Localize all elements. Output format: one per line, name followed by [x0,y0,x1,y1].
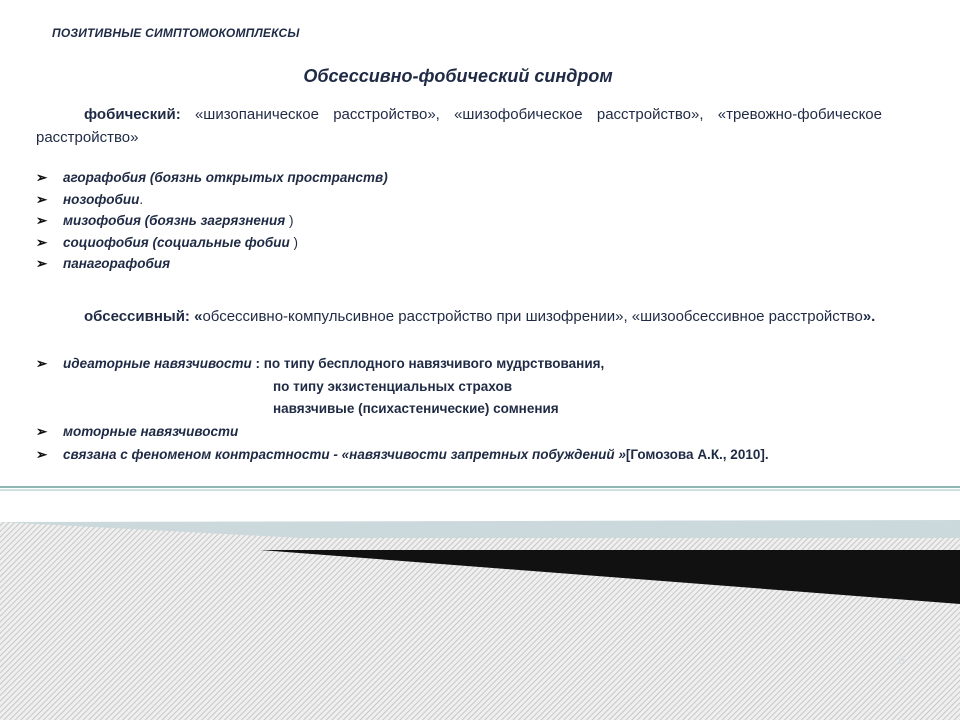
obsessive-paragraph [36,305,882,328]
page-number: 9 [898,653,905,667]
list-item [36,353,604,375]
arrow-bullet-icon: ➢ [36,356,48,371]
slide-heading [0,66,960,87]
list-item-text: мизофобия (боязнь загрязнения [63,213,289,228]
list-item-tail: . [139,191,144,207]
arrow-bullet-icon: ➢ [36,234,48,250]
list-item-text: моторные навязчивости [63,424,239,439]
continuation-line: навязчивые (психастенические) сомнения [273,401,559,416]
continuation-line: по типу экзистенциальных страхов [273,379,512,394]
phobic-paragraph [36,103,882,149]
list-item [36,421,769,443]
arrow-bullet-icon: ➢ [36,191,48,207]
list-item [36,444,769,466]
phobic-list [36,167,388,275]
list-item [36,210,388,232]
list-item [36,232,388,254]
decorative-footer [0,480,960,720]
arrow-bullet-icon: ➢ [36,424,48,439]
obsessive-end: ». [862,308,876,325]
phobic-lead: фобический: [84,106,181,123]
arrow-bullet-icon: ➢ [36,213,48,228]
slide-heading-text: Обсессивно-фобический синдром [303,66,613,86]
list-item-text: : по типу бесплодного навязчивого мудрствования, [255,356,605,371]
obsessive-list-2 [36,421,769,465]
list-item-tail: ) [289,213,294,228]
list-item-text: панагорафобия [63,256,171,271]
section-title: ПОЗИТИВНЫЕ СИМПТОМОКОМПЛЕКСЫ [52,26,300,40]
obsessive-text: обсессивно-компульсивное расстройство при шизофрении», «шизообсессивное расстройство [202,308,863,325]
list-item-label: идеаторные навязчивости [63,356,256,371]
list-item-text: связана с феноменом контрастности - «навязчивости запретных побуждений » [63,446,626,462]
list-item [36,167,388,189]
obsessive-lead: обсессивный: « [84,308,203,325]
obsessive-list [36,353,604,375]
list-item-text: агорафобия (боязнь открытых пространств) [63,170,388,185]
arrow-bullet-icon: ➢ [36,446,48,462]
list-item [36,253,388,275]
list-item-reference: [Гомозова А.К., 2010]. [625,446,769,462]
arrow-bullet-icon: ➢ [36,170,48,185]
list-item-tail: ) [293,234,299,250]
list-item-text: нозофобии [63,191,140,207]
list-item-text: социофобия (социальные фобии [63,234,294,250]
list-item [36,189,388,211]
phobic-text: «шизопаническое расстройство», «шизофобическое расстройство», «тревожно-фобическое расстройство» [36,106,882,146]
arrow-bullet-icon: ➢ [36,256,48,271]
